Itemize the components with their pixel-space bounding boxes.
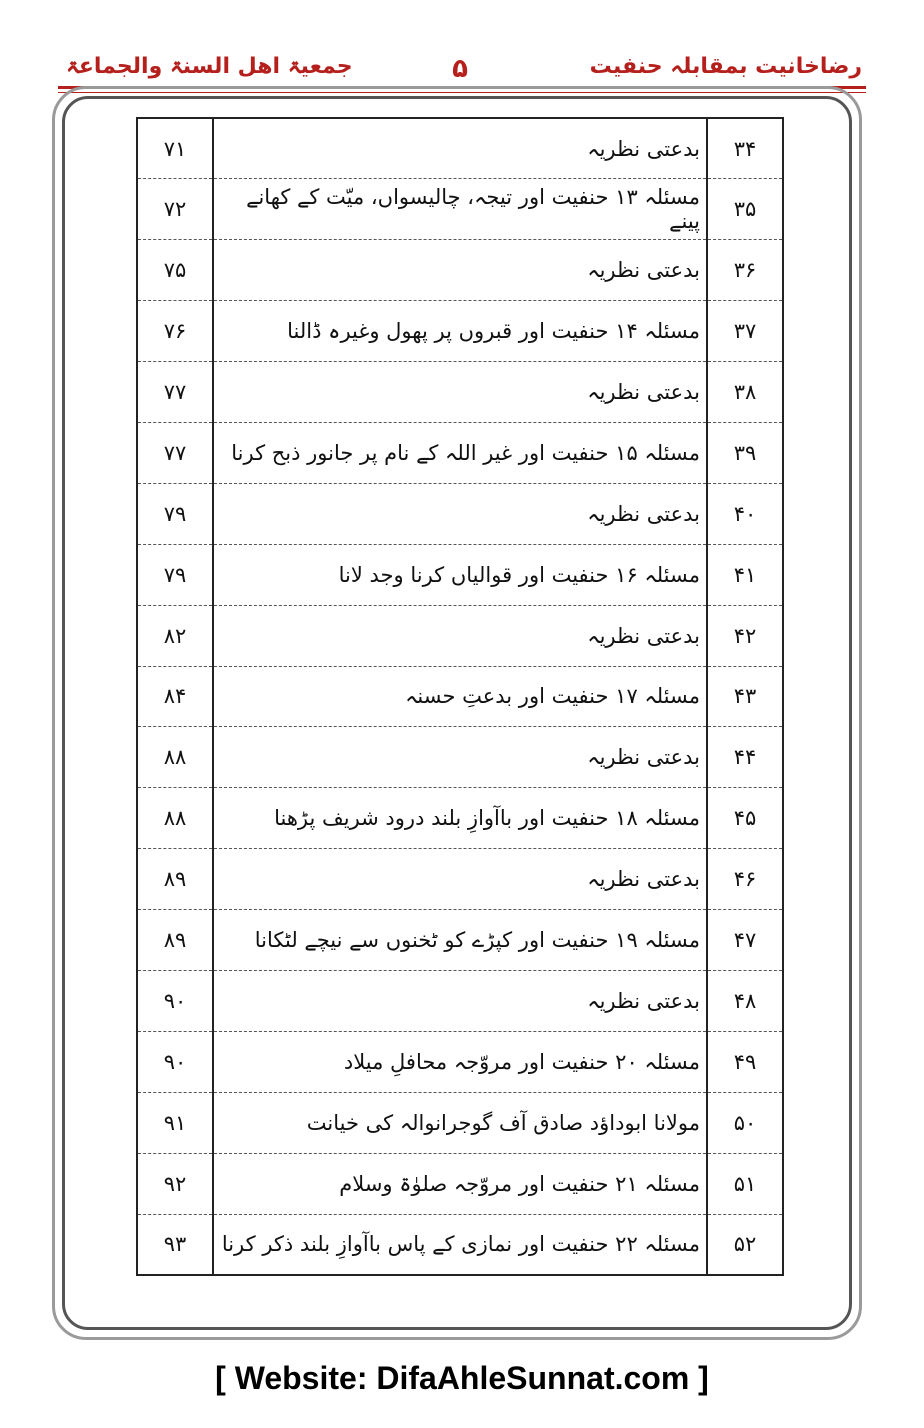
table-row [137,910,783,971]
entry-title-cell: مسئلہ ۱۹ حنفیت اور کپڑے کو ٹخنوں سے نیچے لٹکانا [213,910,707,971]
page-number-cell: ۸۸ [137,727,213,788]
serial-number-cell: ۳۴ [707,118,783,179]
page-number-cell: ۷۹ [137,544,213,605]
table-row [137,483,783,544]
entry-title-cell: مسئلہ ۲۲ حنفیت اور نمازی کے پاس باآوازِ بلند ذکر کرنا [213,1214,707,1275]
page-number-cell: ۷۱ [137,118,213,179]
entry-title-cell: مسئلہ ۱۶ حنفیت اور قوالیاں کرنا وجد لانا [213,544,707,605]
page-number-cell: ۸۹ [137,849,213,910]
page-number-cell: ۸۹ [137,910,213,971]
serial-number-cell: ۳۶ [707,240,783,301]
page-number-cell: ۸۸ [137,788,213,849]
entry-title-cell: بدعتی نظریہ [213,362,707,423]
entry-title-cell: مسئلہ ۲۱ حنفیت اور مروّجہ صلوٰۃ وسلام [213,1153,707,1214]
table-row [137,179,783,240]
entry-title-cell: بدعتی نظریہ [213,118,707,179]
entry-title-cell: مسئلہ ۱۵ حنفیت اور غیر اللہ کے نام پر جانور ذبح کرنا [213,422,707,483]
serial-number-cell: ۳۸ [707,362,783,423]
page-number-cell: ۹۳ [137,1214,213,1275]
page-number-cell: ۹۱ [137,1092,213,1153]
table-row [137,1214,783,1275]
serial-number-cell: ۴۹ [707,1031,783,1092]
entry-title-cell: بدعتی نظریہ [213,605,707,666]
table-row [137,301,783,362]
page-number-cell: ۷۹ [137,483,213,544]
table-row [137,362,783,423]
serial-number-cell: ۴۵ [707,788,783,849]
table-row [137,605,783,666]
table-row [137,666,783,727]
page-number-cell: ۷۶ [137,301,213,362]
entry-title-cell: بدعتی نظریہ [213,483,707,544]
table-row [137,849,783,910]
book-title: رضاخانیت بمقابلہ حنفیت [589,54,862,79]
table-row [137,118,783,179]
page-number-cell: ۷۷ [137,362,213,423]
page-number-cell: ۹۲ [137,1153,213,1214]
entry-title-cell: مسئلہ ۱۳ حنفیت اور تیجہ، چالیسواں، میّت کے کھانے پینے [213,179,707,240]
serial-number-cell: ۵۱ [707,1153,783,1214]
table-row [137,422,783,483]
table-row [137,727,783,788]
page-number-cell: ۸۲ [137,605,213,666]
page-number-cell: ۸۴ [137,666,213,727]
table-row [137,1092,783,1153]
table-row [137,544,783,605]
serial-number-cell: ۴۲ [707,605,783,666]
publisher-title: جمعیۃ اھل السنۃ والجماعۃ [66,54,353,79]
serial-number-cell: ۳۹ [707,422,783,483]
serial-number-cell: ۵۲ [707,1214,783,1275]
entry-title-cell: مسئلہ ۱۷ حنفیت اور بدعتِ حسنہ [213,666,707,727]
entry-title-cell: مسئلہ ۱۴ حنفیت اور قبروں پر پھول وغیرہ ڈالنا [213,301,707,362]
entry-title-cell: بدعتی نظریہ [213,727,707,788]
table-row [137,1031,783,1092]
page-number-cell: ۹۰ [137,1031,213,1092]
serial-number-cell: ۴۴ [707,727,783,788]
serial-number-cell: ۴۸ [707,970,783,1031]
serial-number-cell: ۴۷ [707,910,783,971]
serial-number-cell: ۴۶ [707,849,783,910]
serial-number-cell: ۴۱ [707,544,783,605]
serial-number-cell: ۳۷ [707,301,783,362]
page-number-cell: ۷۲ [137,179,213,240]
serial-number-cell: ۴۳ [707,666,783,727]
entry-title-cell: مسئلہ ۲۰ حنفیت اور مروّجہ محافلِ میلاد [213,1031,707,1092]
entry-title-cell: بدعتی نظریہ [213,849,707,910]
page-number-cell: ۷۷ [137,422,213,483]
entry-title-cell: بدعتی نظریہ [213,240,707,301]
serial-number-cell: ۵۰ [707,1092,783,1153]
entry-title-cell: بدعتی نظریہ [213,970,707,1031]
serial-number-cell: ۳۵ [707,179,783,240]
table-row [137,970,783,1031]
page-number-cell: ۷۵ [137,240,213,301]
contents-table [136,117,784,1276]
table-row [137,1153,783,1214]
table-row [137,240,783,301]
entry-title-cell: مولانا ابوداؤد صادق آف گوجرانوالہ کی خیانت [213,1092,707,1153]
page-number: ۵ [452,54,468,84]
page-number-cell: ۹۰ [137,970,213,1031]
serial-number-cell: ۴۰ [707,483,783,544]
table-row [137,788,783,849]
entry-title-cell: مسئلہ ۱۸ حنفیت اور باآوازِ بلند درود شریف پڑھنا [213,788,707,849]
website-footer: [ Website: DifaAhleSunnat.com ] [215,1360,709,1396]
